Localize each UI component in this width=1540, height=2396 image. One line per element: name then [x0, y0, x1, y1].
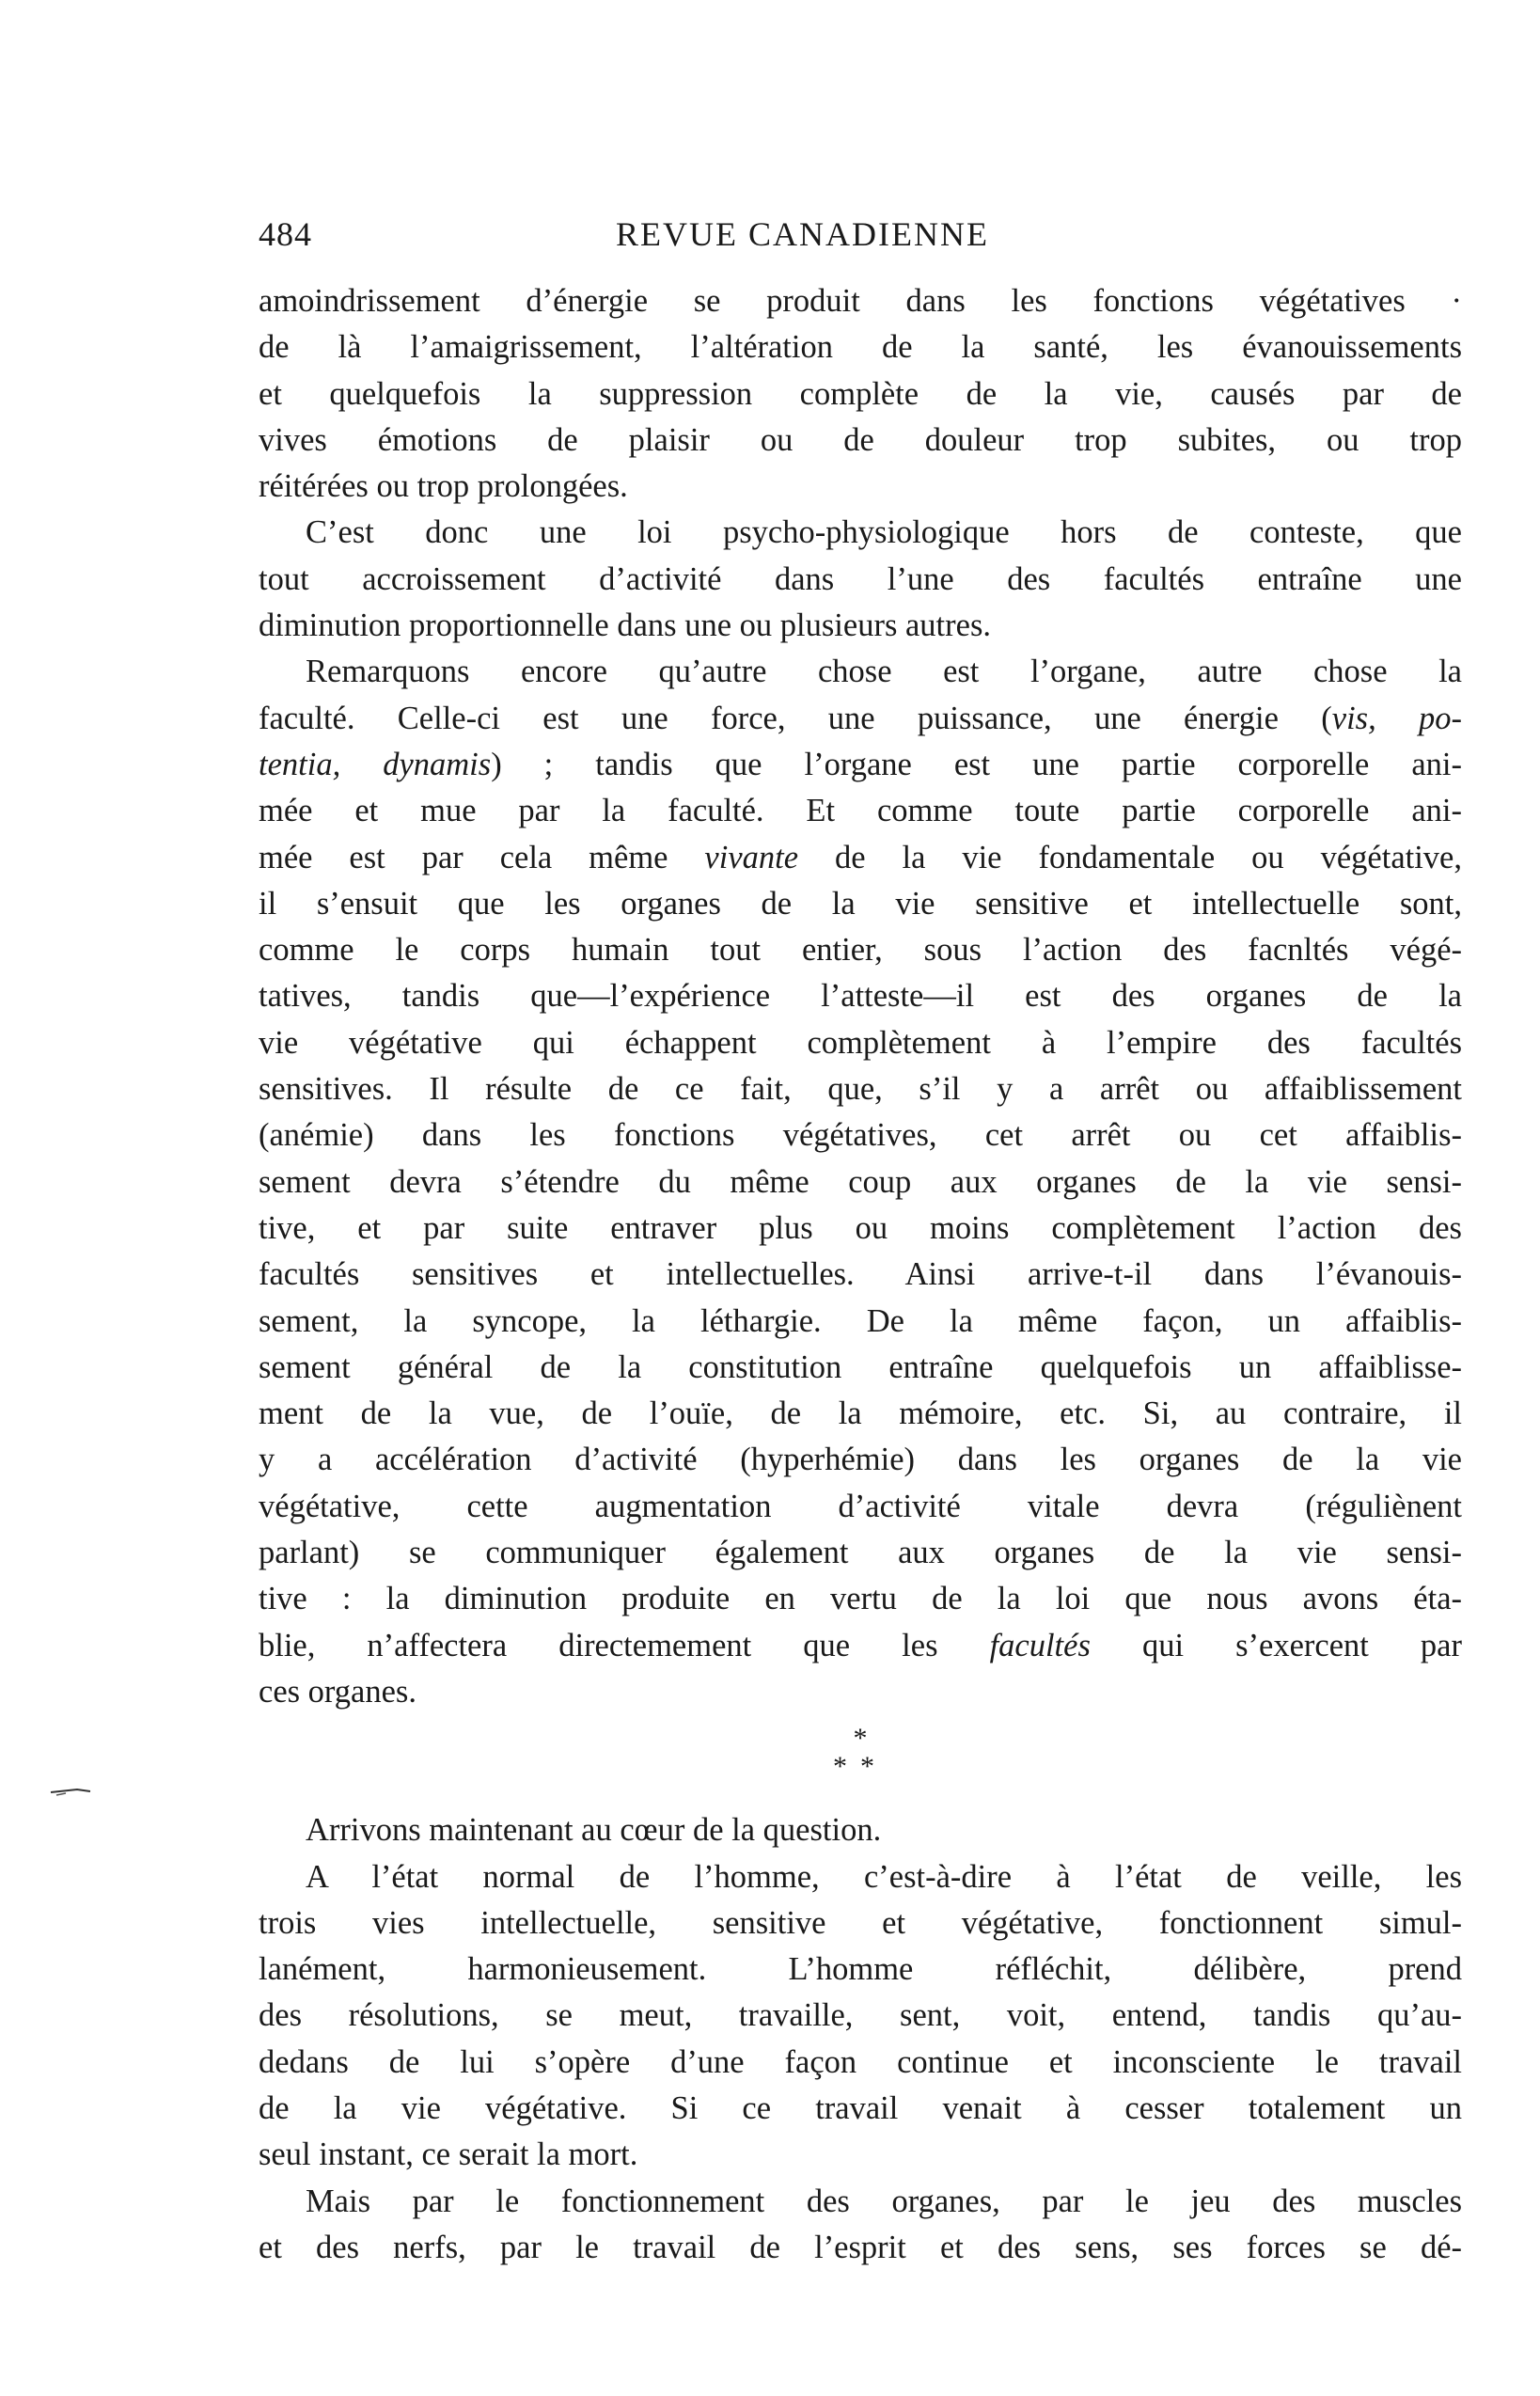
text-line: sensitives. Il résulte de ce fait, que, s’il y a arrêt ou affaiblissement — [259, 1071, 1462, 1108]
text-line: de la vie végétative. Si ce travail venait à cesser totalement un — [259, 2089, 1462, 2126]
text-line: ment de la vue, de l’ouïe, de la mémoire, etc. Si, au contraire, il — [259, 1395, 1462, 1432]
text-line: vives émotions de plaisir ou de douleur trop subites, ou trop — [259, 421, 1462, 458]
text-line: dedans de lui s’opère d’une façon continue et inconsciente le travail — [259, 2043, 1462, 2080]
text-run: blie, n’affectera directemement que les — [259, 1627, 990, 1663]
text-run: qui s’exercent par — [1090, 1627, 1462, 1663]
text-line — [259, 742, 1462, 788]
text-line: tout accroissement d’activité dans l’une des facultés entraîne une — [259, 560, 1462, 597]
text-line — [259, 1623, 1462, 1669]
text-line: des résolutions, se meut, travaille, sent, voit, entend, tandis qu’au- — [259, 1997, 1462, 2034]
text-line: facultés sensitives et intellectuelles. Ainsi arrive-t-il dans l’évanouis- — [259, 1256, 1462, 1293]
body-text — [259, 278, 1462, 2271]
text-line: sement général de la constitution entraîne quelquefois un affaiblisse- — [259, 1348, 1462, 1385]
text-run: faculté. Celle-ci est une force, une puissance, une énergie ( — [259, 700, 1332, 736]
page-number: 484 — [259, 215, 312, 253]
asterism-top: * — [853, 1723, 868, 1755]
text-line: parlant) se communiquer également aux organes de la vie sensi- — [259, 1535, 1462, 1571]
text-line: tive : la diminution produite en vertu de la loi que nous avons éta- — [259, 1581, 1462, 1617]
text-run: de la vie fondamentale ou végétative, — [798, 839, 1462, 875]
text-line: tatives, tandis que—l’expérience l’atteste—il est des organes de la — [259, 978, 1462, 1015]
text-line: réitérées ou trop prolongées. — [259, 468, 628, 505]
text-line: ces organes. — [259, 1673, 416, 1710]
text-line — [259, 835, 1462, 881]
text-line: et quelquefois la suppression complète de la vie, causés par de — [259, 375, 1462, 412]
asterism — [813, 1725, 907, 1800]
text-line: comme le corps humain tout entier, sous l’action des facnltés végé- — [259, 932, 1462, 969]
italic-text: tentia, dynamis — [259, 746, 492, 782]
italic-text: vivante — [704, 839, 799, 875]
text-line: lanément, harmonieusement. L’homme réfléchit, délibère, prend — [259, 1951, 1462, 1988]
text-line: tive, et par suite entraver plus ou moins complètement l’action des — [259, 1209, 1462, 1246]
text-line: il s’ensuit que les organes de la vie sensitive et intellectuelle sont, — [259, 885, 1462, 922]
journal-title: REVUE CANADIENNE — [616, 215, 989, 253]
text-line: mée et mue par la faculté. Et comme toute partie corporelle ani- — [259, 793, 1462, 829]
text-line: A l’état normal de l’homme, c’est-à-dire à l’état de veille, les — [306, 1858, 1462, 1895]
text-line: Mais par le fonctionnement des organes, par le jeu des muscles — [306, 2183, 1462, 2219]
text-run: ) ; tandis que l’organe est une partie corporelle ani- — [491, 746, 1462, 782]
text-line: de là l’amaigrissement, l’altération de la santé, les évanouissements — [259, 329, 1462, 366]
italic-text: facultés — [989, 1627, 1091, 1663]
text-line: Remarquons encore qu’autre chose est l’organe, autre chose la — [306, 654, 1462, 690]
text-line: (anémie) dans les fonctions végétatives, cet arrêt ou cet affaiblis- — [259, 1117, 1462, 1154]
text-line: végétative, cette augmentation d’activité vitale devra (réguliènent — [259, 1488, 1462, 1524]
text-line — [259, 696, 1462, 742]
text-line: diminution proportionnelle dans une ou plusieurs autres. — [259, 607, 991, 644]
margin-smudge-mark — [49, 1787, 96, 1800]
running-head — [259, 214, 1462, 261]
text-line: C’est donc une loi psycho-physiologique hors de conteste, que — [306, 514, 1462, 551]
italic-text: vis, po- — [1331, 700, 1462, 736]
text-line: et des nerfs, par le travail de l’esprit et des sens, ses forces se dé- — [259, 2229, 1462, 2265]
text-run: mée est par cela même — [259, 839, 705, 875]
text-line: sement devra s’étendre du même coup aux organes de la vie sensi- — [259, 1163, 1462, 1200]
text-line: sement, la syncope, la léthargie. De la même façon, un affaiblis- — [259, 1302, 1462, 1339]
text-line: trois vies intellectuelle, sensitive et végétative, fonctionnent simul- — [259, 1904, 1462, 1941]
section-break — [259, 1715, 1462, 1807]
text-line: Arrivons maintenant au cœur de la question. — [306, 1812, 882, 1849]
text-line: seul instant, ce serait la mort. — [259, 2136, 638, 2173]
text-line: vie végétative qui échappent complètement à l’empire des facultés — [259, 1024, 1462, 1061]
asterism-bottom: ** — [833, 1751, 888, 1783]
text-line: amoindrissement d’énergie se produit dans les fonctions végétatives · — [259, 283, 1462, 319]
text-line: y a accélération d’activité (hyperhémie) dans les organes de la vie — [259, 1442, 1462, 1478]
